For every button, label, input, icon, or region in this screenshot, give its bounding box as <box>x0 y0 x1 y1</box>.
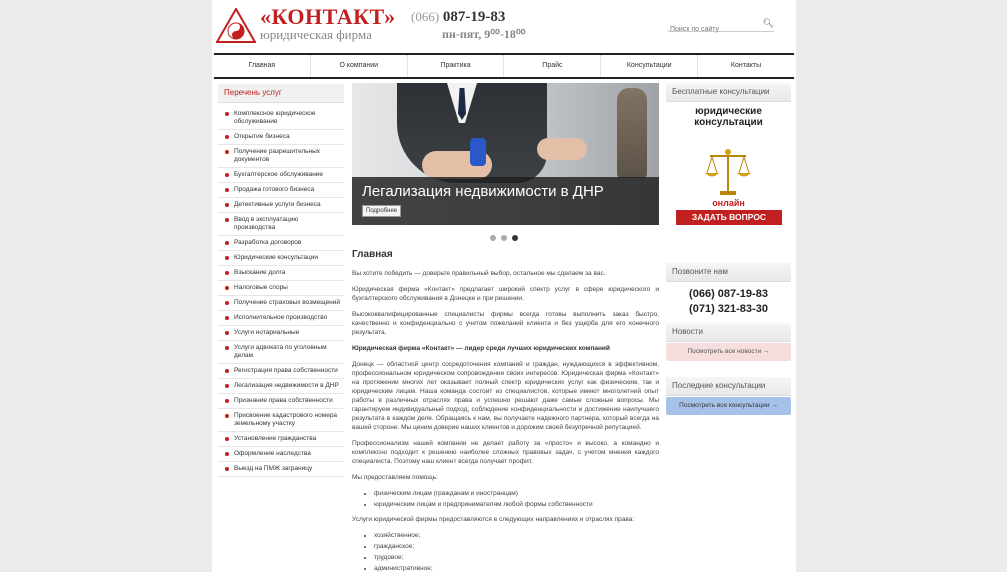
news-title: Новости <box>666 323 791 342</box>
phone-1[interactable]: (066) 087-19-83 <box>689 288 768 300</box>
scales-icon <box>704 147 752 197</box>
bullet-icon <box>225 256 229 260</box>
sidebar-service-item[interactable] <box>218 394 344 409</box>
sidebar-service-label: Юридические консультации <box>234 254 319 261</box>
hero-slider <box>352 83 659 225</box>
sidebar-service-item[interactable] <box>218 183 344 198</box>
content-paragraph: Донецк — областной центр сосредоточения компаний и граждан, нуждающихся в эффективном, профессиональном юридическом сопровождении своих интересов. Юридическая фирма «Контакт» на протяжении многих лет оказывает полный спектр юридических услуг как физическим, так и юридическим лицам. Наша команда состоит из специалистов, которые имеют многолетний опыт работы в различных отраслях права и успешно решают даже самые сложные вопросы. Мы гарантируем индивидуальный подход, соблюдение конфиденциальности и достижение наилучшего результата в каждом деле. Обращаясь к нам, вы получаете надежного партнера, который всегда на вашей стороне. Мы ценим доверие наших клиентов и дорожим своей безупречной репутацией. <box>352 361 659 431</box>
header-phone <box>411 9 505 26</box>
bullet-icon <box>225 173 229 177</box>
ask-question-button[interactable]: ЗАДАТЬ ВОПРОС <box>676 210 782 225</box>
logo-icon[interactable] <box>216 8 256 44</box>
bullet-icon <box>225 467 229 471</box>
services-list <box>218 107 344 477</box>
slider-dot[interactable] <box>501 235 507 241</box>
search-icon[interactable]: 🔍︎ <box>762 18 774 28</box>
sidebar-service-item[interactable] <box>218 213 344 236</box>
bullet-icon <box>225 241 229 245</box>
main-content <box>352 250 659 572</box>
page-title: Главная <box>352 249 393 260</box>
sidebar-service-label: Продажа готового бизнеса <box>234 186 315 193</box>
sidebar-service-label: Регистрация права собственности <box>234 367 338 374</box>
list-item: • административное; <box>374 564 659 572</box>
slide-title: Легализация недвижимости в ДНР <box>362 183 604 200</box>
law-areas-list <box>352 531 659 572</box>
nav-item-contacts[interactable]: Контакты <box>730 62 762 69</box>
bullet-icon <box>225 271 229 275</box>
brand-name[interactable]: «КОНТАКТ» <box>260 4 396 29</box>
slider-dot-active[interactable] <box>512 235 518 241</box>
slider-dots <box>490 235 518 241</box>
sidebar-service-item[interactable] <box>218 326 344 341</box>
bullet-icon <box>225 369 229 373</box>
sidebar-service-item[interactable] <box>218 379 344 394</box>
bullet-icon <box>225 399 229 403</box>
sidebar-service-label: Услуги нотариальные <box>234 329 300 336</box>
slide-caption <box>352 177 659 225</box>
sidebar-service-label: Разработка договоров <box>234 239 302 246</box>
sidebar-service-item[interactable] <box>218 251 344 266</box>
sidebar-service-item[interactable] <box>218 341 344 364</box>
bullet-icon <box>225 437 229 441</box>
bullet-icon <box>225 218 229 222</box>
sidebar-service-item[interactable] <box>218 198 344 213</box>
bullet-icon <box>225 188 229 192</box>
list-item: • юридическим лицам и предпринимателям любой формы собственности <box>374 500 659 509</box>
sidebar-service-label: Открытие бизнеса <box>234 133 290 140</box>
bullet-icon <box>225 301 229 305</box>
phone-block <box>666 282 791 321</box>
brand-tagline: юридическая фирма <box>260 27 372 42</box>
content-paragraph: Услуги юридической фирмы предоставляются в следующих направлениях и отраслях права: <box>352 516 635 523</box>
sidebar-service-label: Установление гражданства <box>234 435 317 442</box>
bullet-icon <box>225 316 229 320</box>
consult-banner-online: онлайн <box>712 198 745 208</box>
list-item: • гражданское; <box>374 542 659 551</box>
content-paragraph: Профессионализм нашей компании не делает работу за «просто» и высоко, а командно и комплексно подходит к решению наиболее сложных правовых задач, с учетом мнения каждого специалиста. Поэтому наш клиент всегда получает профит. <box>352 440 659 465</box>
sidebar-title: Перечень услуг <box>218 84 344 103</box>
sidebar-service-label: Оформление наследства <box>234 450 311 457</box>
clients-list <box>352 489 659 509</box>
sidebar-service-label: Детективные услуги бизнеса <box>234 201 321 208</box>
sidebar-service-label: Взыскание долга <box>234 269 286 276</box>
bullet-icon <box>225 414 229 418</box>
sidebar-service-item[interactable] <box>218 447 344 462</box>
sidebar-service-item[interactable] <box>218 236 344 251</box>
bullet-icon <box>225 135 229 139</box>
consult-banner-title: юридические консультации <box>694 106 763 128</box>
search-box <box>668 18 774 32</box>
nav-item-consultations[interactable]: Консультации <box>601 55 698 77</box>
slide-statue <box>617 88 647 178</box>
sidebar-service-label: Выезд на ПМЖ заграницу <box>234 465 313 472</box>
nav-item-prices[interactable]: Прайс <box>504 55 601 77</box>
bullet-icon <box>225 331 229 335</box>
sidebar-service-label: Присвоение кадастрового номера земельному участку <box>234 412 338 427</box>
sidebar-service-item[interactable] <box>218 281 344 296</box>
search-input[interactable] <box>668 23 762 36</box>
sidebar-service-item[interactable] <box>218 462 344 477</box>
content-paragraph: Юридическая фирма «Контакт» предлагает широкий спектр услуг в сфере юридического и бухгалтерского обслуживания в Донецке и при решении. <box>352 286 659 302</box>
nav-item-about[interactable]: О компании <box>311 55 408 77</box>
sidebar-service-item[interactable] <box>218 266 344 281</box>
content-paragraph: Высококвалифицированные специалисты фирмы всегда готовы выполнить заказ быстро, качественно и конфиденциально с учетом пожеланий клиента и без ущерба для его конечного результата. <box>352 311 659 336</box>
sidebar-service-item[interactable] <box>218 107 344 130</box>
sidebar-service-item[interactable] <box>218 432 344 447</box>
bullet-icon <box>225 150 229 154</box>
sidebar-service-item[interactable] <box>218 311 344 326</box>
sidebar-service-label: Легализация недвижимости в ДНР <box>234 382 339 389</box>
sidebar-service-item[interactable] <box>218 168 344 183</box>
sidebar-service-item[interactable] <box>218 145 344 168</box>
bullet-icon <box>225 203 229 207</box>
slider-dot[interactable] <box>490 235 496 241</box>
all-consultations-button[interactable]: Посмотреть все консультации → <box>666 397 791 415</box>
content-paragraph: Вы хотите победить — доверьте правильный выбор, остальное мы сделаем за вас. <box>352 270 606 277</box>
working-hours: пн-пят, 9⁰⁰-18⁰⁰ <box>442 27 526 41</box>
sidebar-service-label: Услуги адвоката по уголовным делам <box>234 344 327 359</box>
services-sidebar <box>218 84 344 477</box>
call-us-title: Позвоните нам <box>666 263 791 282</box>
list-item: • хозяйственное; <box>374 531 659 540</box>
right-sidebar <box>666 83 791 415</box>
main-nav <box>214 53 794 79</box>
sidebar-service-item[interactable] <box>218 364 344 379</box>
sidebar-service-label: Налоговые споры <box>234 284 288 291</box>
bullet-icon <box>225 384 229 388</box>
content-paragraph: Мы предоставляем помощь: <box>352 474 438 481</box>
sidebar-service-item[interactable] <box>218 409 344 432</box>
sidebar-service-label: Получение разрешительных документов <box>234 148 321 163</box>
content-subheading: Юридическая фирма «Контакт» — лидер среди лучших юридических компаний <box>352 345 610 352</box>
slide-stamp <box>470 138 486 166</box>
phone-2[interactable]: (071) 321-83-30 <box>689 303 768 315</box>
phone-number: 087-19-83 <box>442 9 506 25</box>
sidebar-service-label: Ввод в эксплуатацию производства <box>234 216 299 231</box>
list-item: • физическим лицам (гражданам и иностранцам) <box>374 489 659 498</box>
last-consult-title: Последние консультации <box>666 377 791 396</box>
sidebar-service-label: Комплексное юридическое обслуживание <box>234 110 316 125</box>
all-news-button[interactable]: Посмотреть все новости → <box>666 343 791 361</box>
nav-item-home[interactable]: Главная <box>214 55 311 77</box>
nav-item-practice[interactable]: Практика <box>408 55 505 77</box>
sidebar-service-item[interactable] <box>218 296 344 311</box>
sidebar-service-label: Бухгалтерское обслуживание <box>234 171 324 178</box>
page <box>212 0 796 572</box>
bullet-icon <box>225 286 229 290</box>
list-item: • трудовое; <box>374 553 659 562</box>
sidebar-service-label: Получение страховых возмещений <box>234 299 340 306</box>
bullet-icon <box>225 346 229 350</box>
bullet-icon <box>225 112 229 116</box>
slide-hand <box>537 138 587 160</box>
phone-code: (066) <box>411 9 440 24</box>
free-consult-title: Бесплатные консультации <box>666 83 791 102</box>
sidebar-service-label: Признание права собственности <box>234 397 333 404</box>
bullet-icon <box>225 452 229 456</box>
slide-more-button[interactable]: Подробнее <box>362 205 401 217</box>
sidebar-service-label: Исполнительное производство <box>234 314 328 321</box>
sidebar-service-item[interactable] <box>218 130 344 145</box>
free-consult-banner[interactable] <box>666 102 791 228</box>
